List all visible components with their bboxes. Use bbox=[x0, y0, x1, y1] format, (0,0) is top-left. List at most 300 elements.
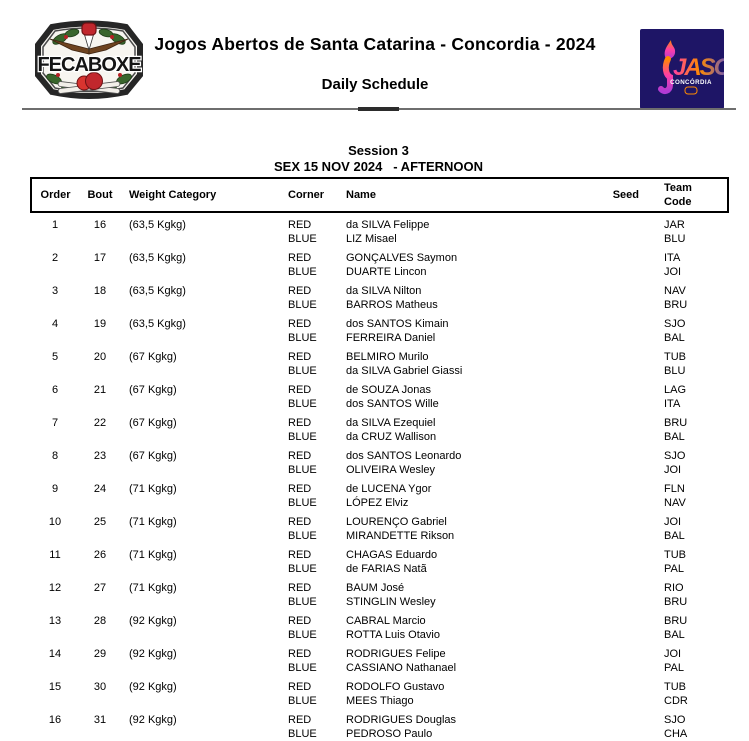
seed-cell bbox=[607, 675, 647, 708]
blue-boxer-name: BARROS Matheus bbox=[346, 299, 438, 311]
seed-cell bbox=[607, 477, 647, 510]
order-cell bbox=[31, 477, 79, 510]
col-header-team-line1: Team bbox=[664, 182, 692, 194]
blue-team-code: BRU bbox=[664, 596, 688, 608]
weight-category-cell bbox=[121, 708, 284, 741]
order-cell bbox=[31, 609, 79, 642]
order-number: 15 bbox=[48, 681, 62, 693]
schedule-subtitle: Daily Schedule bbox=[321, 76, 429, 93]
red-corner-label: RED bbox=[288, 681, 312, 693]
red-boxer-name: CABRAL Marcio bbox=[346, 615, 426, 627]
name-cell bbox=[342, 708, 607, 741]
corner-cell bbox=[284, 609, 342, 642]
corner-cell bbox=[284, 576, 342, 609]
blue-corner-label: BLUE bbox=[288, 233, 317, 245]
bout-row bbox=[31, 246, 728, 279]
red-corner-label: RED bbox=[288, 615, 312, 627]
order-cell bbox=[31, 378, 79, 411]
red-boxer-name: RODRIGUES Felipe bbox=[346, 648, 446, 660]
corner-cell bbox=[284, 378, 342, 411]
blue-boxer-name: ROTTA Luis Otavio bbox=[346, 629, 440, 641]
red-team-code: JAR bbox=[664, 219, 685, 231]
order-cell bbox=[31, 642, 79, 675]
weight-category: (67 Kgkg) bbox=[129, 351, 177, 363]
bout-cell bbox=[79, 378, 121, 411]
seed-cell bbox=[607, 543, 647, 576]
red-corner-label: RED bbox=[288, 549, 312, 561]
weight-category-cell bbox=[121, 345, 284, 378]
bout-row bbox=[31, 609, 728, 642]
blue-boxer-name: MEES Thiago bbox=[346, 695, 414, 707]
order-number: 4 bbox=[51, 318, 59, 330]
blue-corner-label: BLUE bbox=[288, 728, 317, 740]
red-team-code: SJO bbox=[664, 714, 686, 726]
bout-cell bbox=[79, 246, 121, 279]
red-boxer-name: RODOLFO Gustavo bbox=[346, 681, 445, 693]
red-boxer-name: dos SANTOS Leonardo bbox=[346, 450, 462, 462]
corner-cell bbox=[284, 510, 342, 543]
name-cell bbox=[342, 345, 607, 378]
weight-category: (71 Kgkg) bbox=[129, 582, 177, 594]
blue-team-code: BAL bbox=[664, 629, 685, 641]
order-number: 12 bbox=[48, 582, 62, 594]
blue-corner-label: BLUE bbox=[288, 497, 317, 509]
bout-number: 29 bbox=[93, 648, 107, 660]
blue-boxer-name: de FARIAS Natã bbox=[346, 563, 427, 575]
weight-category: (71 Kgkg) bbox=[129, 516, 177, 528]
weight-category-cell bbox=[121, 378, 284, 411]
blue-team-code: ITA bbox=[664, 398, 681, 410]
order-cell bbox=[31, 312, 79, 345]
blue-team-code: PAL bbox=[664, 563, 684, 575]
blue-corner-label: BLUE bbox=[288, 596, 317, 608]
weight-category-cell bbox=[121, 675, 284, 708]
red-corner-label: RED bbox=[288, 285, 312, 297]
bout-number: 25 bbox=[93, 516, 107, 528]
weight-category: (63,5 Kgkg) bbox=[129, 285, 186, 297]
red-corner-label: RED bbox=[288, 417, 312, 429]
red-team-code: BRU bbox=[664, 417, 688, 429]
bout-cell bbox=[79, 312, 121, 345]
blue-team-code: JOI bbox=[664, 266, 682, 278]
blue-corner-label: BLUE bbox=[288, 629, 317, 641]
corner-cell bbox=[284, 411, 342, 444]
weight-category: (92 Kgkg) bbox=[129, 648, 177, 660]
team-code-cell bbox=[647, 279, 728, 312]
red-corner-label: RED bbox=[288, 351, 312, 363]
weight-category-cell bbox=[121, 444, 284, 477]
order-number: 14 bbox=[48, 648, 62, 660]
name-cell bbox=[342, 609, 607, 642]
order-number: 8 bbox=[51, 450, 59, 462]
bout-number: 27 bbox=[93, 582, 107, 594]
order-number: 7 bbox=[51, 417, 59, 429]
fecaboxe-logo bbox=[30, 17, 148, 105]
red-boxer-name: da SILVA Felippe bbox=[346, 219, 430, 231]
red-boxer-name: RODRIGUES Douglas bbox=[346, 714, 457, 726]
order-number: 5 bbox=[51, 351, 59, 363]
blue-team-code: BAL bbox=[664, 431, 685, 443]
name-cell bbox=[342, 212, 607, 246]
bout-cell bbox=[79, 477, 121, 510]
seed-cell bbox=[607, 576, 647, 609]
corner-cell bbox=[284, 345, 342, 378]
col-header-team-line2: Code bbox=[664, 196, 692, 208]
order-number: 9 bbox=[51, 483, 59, 495]
weight-category: (67 Kgkg) bbox=[129, 384, 177, 396]
col-header-team-code bbox=[647, 178, 728, 212]
col-header-corner: Corner bbox=[288, 189, 325, 201]
jasc-logo-text: JASC bbox=[673, 54, 724, 81]
order-number: 16 bbox=[48, 714, 62, 726]
order-cell bbox=[31, 345, 79, 378]
divider-dark-segment bbox=[358, 107, 399, 111]
team-code-cell bbox=[647, 642, 728, 675]
order-cell bbox=[31, 212, 79, 246]
bout-row bbox=[31, 510, 728, 543]
red-team-code: SJO bbox=[664, 318, 686, 330]
bout-number: 26 bbox=[93, 549, 107, 561]
bout-row bbox=[31, 708, 728, 741]
seed-cell bbox=[607, 642, 647, 675]
seed-cell bbox=[607, 510, 647, 543]
order-cell bbox=[31, 444, 79, 477]
corner-cell bbox=[284, 675, 342, 708]
red-boxer-name: da SILVA Ezequiel bbox=[346, 417, 436, 429]
fecaboxe-logo-text: FECABOXE bbox=[37, 54, 141, 76]
seed-cell bbox=[607, 708, 647, 741]
bout-row bbox=[31, 279, 728, 312]
red-team-code: RIO bbox=[664, 582, 684, 594]
red-corner-label: RED bbox=[288, 318, 312, 330]
red-boxer-name: BAUM José bbox=[346, 582, 405, 594]
weight-category-cell bbox=[121, 279, 284, 312]
blue-team-code: JOI bbox=[664, 464, 682, 476]
weight-category-cell bbox=[121, 312, 284, 345]
bout-cell bbox=[79, 642, 121, 675]
bout-row bbox=[31, 345, 728, 378]
document-header bbox=[0, 0, 749, 112]
red-team-code: TUB bbox=[664, 681, 686, 693]
order-number: 1 bbox=[51, 219, 59, 231]
team-code-cell bbox=[647, 543, 728, 576]
blue-corner-label: BLUE bbox=[288, 695, 317, 707]
bout-number: 17 bbox=[93, 252, 107, 264]
session-date: SEX 15 NOV 2024 - AFTERNOON bbox=[273, 159, 484, 174]
blue-team-code: PAL bbox=[664, 662, 684, 674]
bout-cell bbox=[79, 675, 121, 708]
bout-row bbox=[31, 411, 728, 444]
jasc-logo-graphic bbox=[640, 29, 724, 109]
red-team-code: JOI bbox=[664, 516, 682, 528]
bout-row bbox=[31, 576, 728, 609]
bout-number: 16 bbox=[93, 219, 107, 231]
blue-boxer-name: LIZ Misael bbox=[346, 233, 397, 245]
red-team-code: ITA bbox=[664, 252, 681, 264]
blue-boxer-name: STINGLIN Wesley bbox=[346, 596, 436, 608]
weight-category: (63,5 Kgkg) bbox=[129, 252, 186, 264]
top-glove bbox=[82, 23, 96, 35]
weight-category-cell bbox=[121, 543, 284, 576]
red-boxer-name: de LUCENA Ygor bbox=[346, 483, 432, 495]
team-code-cell bbox=[647, 345, 728, 378]
col-header-bout: Bout bbox=[87, 189, 113, 201]
order-cell bbox=[31, 675, 79, 708]
bout-cell bbox=[79, 279, 121, 312]
team-code-cell bbox=[647, 246, 728, 279]
name-cell bbox=[342, 312, 607, 345]
team-code-cell bbox=[647, 411, 728, 444]
order-cell bbox=[31, 543, 79, 576]
red-team-code: TUB bbox=[664, 549, 686, 561]
bout-number: 31 bbox=[93, 714, 107, 726]
order-number: 6 bbox=[51, 384, 59, 396]
blue-team-code: BLU bbox=[664, 365, 686, 377]
corner-cell bbox=[284, 444, 342, 477]
team-code-cell bbox=[647, 444, 728, 477]
blue-boxer-name: dos SANTOS Wille bbox=[346, 398, 439, 410]
red-team-code: NAV bbox=[664, 285, 686, 297]
blue-team-code: BAL bbox=[664, 332, 685, 344]
red-boxer-name: de SOUZA Jonas bbox=[346, 384, 431, 396]
blue-boxer-name: CASSIANO Nathanael bbox=[346, 662, 457, 674]
team-code-cell bbox=[647, 312, 728, 345]
seed-cell bbox=[607, 246, 647, 279]
name-cell bbox=[342, 279, 607, 312]
blue-corner-label: BLUE bbox=[288, 530, 317, 542]
seed-cell bbox=[607, 345, 647, 378]
col-header-weight-category: Weight Category bbox=[129, 189, 217, 201]
weight-category-cell bbox=[121, 642, 284, 675]
red-corner-label: RED bbox=[288, 516, 312, 528]
blue-corner-label: BLUE bbox=[288, 464, 317, 476]
blue-corner-label: BLUE bbox=[288, 266, 317, 278]
bout-cell bbox=[79, 212, 121, 246]
corner-cell bbox=[284, 312, 342, 345]
weight-category: (67 Kgkg) bbox=[129, 417, 177, 429]
blue-corner-label: BLUE bbox=[288, 365, 317, 377]
col-header-seed: Seed bbox=[612, 189, 639, 201]
red-corner-label: RED bbox=[288, 219, 312, 231]
blue-team-code: BAL bbox=[664, 530, 685, 542]
blue-boxer-name: OLIVEIRA Wesley bbox=[346, 464, 436, 476]
corner-cell bbox=[284, 212, 342, 246]
name-cell bbox=[342, 477, 607, 510]
bout-cell bbox=[79, 411, 121, 444]
weight-category: (67 Kgkg) bbox=[129, 450, 177, 462]
blue-corner-label: BLUE bbox=[288, 662, 317, 674]
weight-category-cell bbox=[121, 411, 284, 444]
weight-category-cell bbox=[121, 477, 284, 510]
corner-cell bbox=[284, 543, 342, 576]
bout-number: 23 bbox=[93, 450, 107, 462]
red-boxer-name: GONÇALVES Saymon bbox=[346, 252, 458, 264]
weight-category: (92 Kgkg) bbox=[129, 714, 177, 726]
blue-team-code: BRU bbox=[664, 299, 688, 311]
blue-boxer-name: PEDROSO Paulo bbox=[346, 728, 433, 740]
red-team-code: FLN bbox=[664, 483, 685, 495]
bout-number: 28 bbox=[93, 615, 107, 627]
order-cell bbox=[31, 510, 79, 543]
bout-number: 22 bbox=[93, 417, 107, 429]
corner-cell bbox=[284, 246, 342, 279]
red-boxer-name: LOURENÇO Gabriel bbox=[346, 516, 447, 528]
bout-number: 24 bbox=[93, 483, 107, 495]
blue-boxer-name: da SILVA Gabriel Giassi bbox=[346, 365, 463, 377]
seed-cell bbox=[607, 312, 647, 345]
red-boxer-name: dos SANTOS Kimain bbox=[346, 318, 449, 330]
name-cell bbox=[342, 378, 607, 411]
jasc-concordia-text: CONCÓRDIA bbox=[670, 79, 712, 86]
header-divider bbox=[22, 108, 736, 110]
weight-category: (71 Kgkg) bbox=[129, 483, 177, 495]
bout-number: 19 bbox=[93, 318, 107, 330]
blue-team-code: NAV bbox=[664, 497, 686, 509]
name-cell bbox=[342, 411, 607, 444]
seed-cell bbox=[607, 378, 647, 411]
team-code-cell bbox=[647, 212, 728, 246]
red-team-code: JOI bbox=[664, 648, 682, 660]
weight-category: (63,5 Kgkg) bbox=[129, 219, 186, 231]
red-team-code: TUB bbox=[664, 351, 686, 363]
corner-cell bbox=[284, 279, 342, 312]
weight-category: (92 Kgkg) bbox=[129, 615, 177, 627]
seed-cell bbox=[607, 411, 647, 444]
bout-cell bbox=[79, 510, 121, 543]
team-code-cell bbox=[647, 576, 728, 609]
red-boxer-name: da SILVA Nilton bbox=[346, 285, 422, 297]
bout-cell bbox=[79, 609, 121, 642]
red-team-code: LAG bbox=[664, 384, 687, 396]
bout-row bbox=[31, 312, 728, 345]
weight-category-cell bbox=[121, 246, 284, 279]
red-team-code: SJO bbox=[664, 450, 686, 462]
order-number: 2 bbox=[51, 252, 59, 264]
blue-corner-label: BLUE bbox=[288, 299, 317, 311]
bout-row bbox=[31, 477, 728, 510]
bout-number: 20 bbox=[93, 351, 107, 363]
bout-row bbox=[31, 642, 728, 675]
weight-category: (63,5 Kgkg) bbox=[129, 318, 186, 330]
bout-cell bbox=[79, 576, 121, 609]
red-corner-label: RED bbox=[288, 450, 312, 462]
weight-category: (71 Kgkg) bbox=[129, 549, 177, 561]
blue-boxer-name: LÓPEZ Elviz bbox=[346, 497, 409, 509]
name-cell bbox=[342, 675, 607, 708]
red-corner-label: RED bbox=[288, 648, 312, 660]
blue-corner-label: BLUE bbox=[288, 431, 317, 443]
name-cell bbox=[342, 510, 607, 543]
order-cell bbox=[31, 576, 79, 609]
order-cell bbox=[31, 246, 79, 279]
order-number: 10 bbox=[48, 516, 62, 528]
blue-corner-label: BLUE bbox=[288, 332, 317, 344]
order-cell bbox=[31, 279, 79, 312]
corner-cell bbox=[284, 477, 342, 510]
blue-team-code: CHA bbox=[664, 728, 688, 740]
blue-corner-label: BLUE bbox=[288, 398, 317, 410]
name-cell bbox=[342, 543, 607, 576]
bout-row bbox=[31, 543, 728, 576]
bout-row bbox=[31, 378, 728, 411]
team-code-cell bbox=[647, 477, 728, 510]
red-corner-label: RED bbox=[288, 582, 312, 594]
red-boxer-name: BELMIRO Murilo bbox=[346, 351, 429, 363]
col-header-name: Name bbox=[346, 189, 376, 201]
weight-category-cell bbox=[121, 609, 284, 642]
session-block bbox=[30, 143, 727, 175]
order-number: 3 bbox=[51, 285, 59, 297]
col-header-order: Order bbox=[40, 189, 71, 201]
red-team-code: BRU bbox=[664, 615, 688, 627]
team-code-cell bbox=[647, 675, 728, 708]
session-title: Session 3 bbox=[348, 143, 409, 158]
team-code-cell bbox=[647, 378, 728, 411]
weight-category: (92 Kgkg) bbox=[129, 681, 177, 693]
name-cell bbox=[342, 642, 607, 675]
jasc-badge bbox=[685, 87, 697, 94]
name-cell bbox=[342, 246, 607, 279]
event-title: Jogos Abertos de Santa Catarina - Concordia - 2024 bbox=[154, 34, 596, 54]
bout-cell bbox=[79, 345, 121, 378]
corner-cell bbox=[284, 642, 342, 675]
order-cell bbox=[31, 411, 79, 444]
weight-category-cell bbox=[121, 212, 284, 246]
order-number: 13 bbox=[48, 615, 62, 627]
blue-corner-label: BLUE bbox=[288, 563, 317, 575]
team-code-cell bbox=[647, 510, 728, 543]
blue-team-code: BLU bbox=[664, 233, 686, 245]
name-cell bbox=[342, 444, 607, 477]
red-corner-label: RED bbox=[288, 252, 312, 264]
bout-cell bbox=[79, 444, 121, 477]
seed-cell bbox=[607, 609, 647, 642]
blue-boxer-name: da CRUZ Wallison bbox=[346, 431, 437, 443]
weight-category-cell bbox=[121, 576, 284, 609]
bout-row bbox=[31, 212, 728, 246]
blue-team-code: CDR bbox=[664, 695, 688, 707]
corner-cell bbox=[284, 708, 342, 741]
bout-cell bbox=[79, 708, 121, 741]
fecaboxe-logo-graphic bbox=[30, 17, 148, 105]
red-corner-label: RED bbox=[288, 714, 312, 726]
seed-cell bbox=[607, 444, 647, 477]
schedule-table-body bbox=[31, 212, 728, 741]
blue-boxer-name: DUARTE Lincon bbox=[346, 266, 427, 278]
red-boxer-name: CHAGAS Eduardo bbox=[346, 549, 438, 561]
team-code-cell bbox=[647, 609, 728, 642]
order-cell bbox=[31, 708, 79, 741]
bout-cell bbox=[79, 543, 121, 576]
bout-row bbox=[31, 444, 728, 477]
blue-boxer-name: FERREIRA Daniel bbox=[346, 332, 436, 344]
bout-number: 30 bbox=[93, 681, 107, 693]
schedule-table bbox=[30, 177, 729, 741]
red-corner-label: RED bbox=[288, 384, 312, 396]
seed-cell bbox=[607, 279, 647, 312]
bout-row bbox=[31, 675, 728, 708]
team-code-cell bbox=[647, 708, 728, 741]
seed-cell bbox=[607, 212, 647, 246]
weight-category-cell bbox=[121, 510, 284, 543]
bout-number: 18 bbox=[93, 285, 107, 297]
name-cell bbox=[342, 576, 607, 609]
schedule-table-header bbox=[31, 178, 728, 212]
jasc-logo bbox=[640, 29, 724, 109]
blue-boxer-name: MIRANDETTE Rikson bbox=[346, 530, 455, 542]
order-number: 11 bbox=[49, 549, 61, 561]
red-corner-label: RED bbox=[288, 483, 312, 495]
